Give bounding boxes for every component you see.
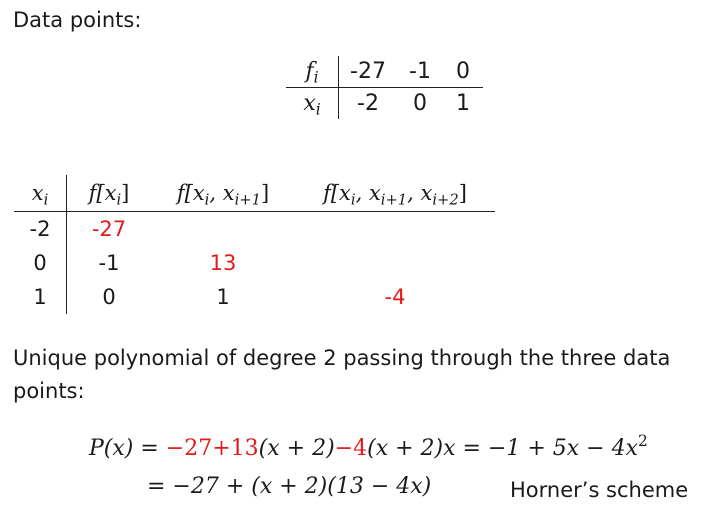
- cell-f2: [295, 212, 495, 247]
- row-label-f: $f_i$: [286, 56, 339, 88]
- f-value: -27: [339, 56, 398, 88]
- description-paragraph: Unique polynomial of degree 2 passing through the three data points:: [13, 346, 671, 403]
- row-label-x: $x_i$: [286, 88, 339, 120]
- header-f1: $f[x_i$, $x_{i+1}$]: [151, 175, 295, 212]
- cell-f: -1: [98, 251, 120, 275]
- cell-x: -2: [14, 212, 67, 247]
- equation-newton-form: $P(x) = -27+13(x + 2)-4(x + 2)x = -1 + 5x - 4x^2$: [89, 431, 648, 461]
- cell-f2: [295, 246, 495, 280]
- x-value: -2: [357, 91, 379, 116]
- table-row: [286, 88, 483, 120]
- table-row: [14, 280, 495, 314]
- cell-f1: 1: [216, 285, 230, 309]
- table-row: [286, 56, 483, 88]
- cell-f2: -4: [384, 285, 406, 309]
- table-header-row: [14, 175, 495, 212]
- cell-f1: 13: [209, 251, 237, 275]
- header-f2: $f[x_i$, $x_{i+1}$, $x_{i+2}$]: [295, 175, 495, 212]
- header-f0: $f[x_i]$: [67, 175, 152, 212]
- f-value: 0: [443, 56, 483, 88]
- table-row: [14, 246, 495, 280]
- table-row: [14, 212, 495, 247]
- horner-scheme-label: Horner’s scheme: [510, 478, 689, 502]
- cell-x: 0: [14, 246, 67, 280]
- x-value: 1: [456, 91, 470, 116]
- data-points-table: [286, 56, 483, 119]
- cell-x: 1: [14, 280, 67, 314]
- equation-horner-form: = −27 + (x + 2)(13 − 4x): [147, 474, 432, 499]
- x-value: 0: [413, 91, 427, 116]
- divided-difference-table: [14, 175, 495, 314]
- cell-f: -27: [91, 217, 127, 241]
- heading-data-points: Data points:: [13, 8, 142, 32]
- header-x: $x_i$: [14, 175, 67, 212]
- cell-f1: [151, 212, 295, 247]
- cell-f: 0: [102, 285, 116, 309]
- f-value: -1: [397, 56, 443, 88]
